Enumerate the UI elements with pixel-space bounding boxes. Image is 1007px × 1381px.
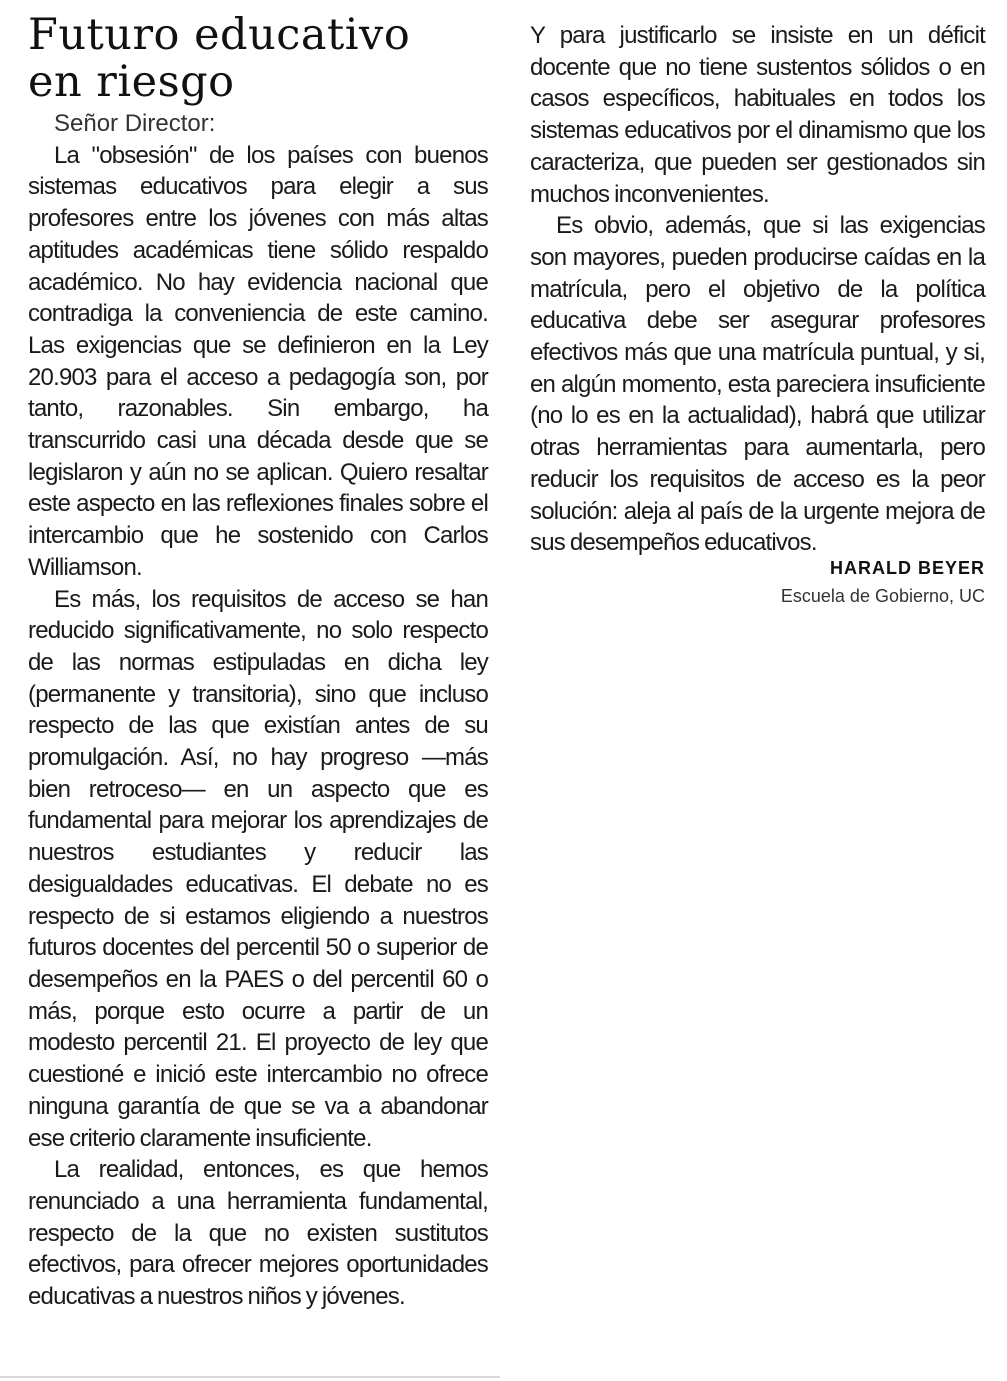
left-column [28,0,488,1313]
salutation: Señor Director: [54,110,216,137]
title-line-1: Futuro educativo [28,10,411,60]
right-column [530,0,985,609]
paragraph-5: Es obvio, además, que si las exigencias son mayores, pueden producirse caídas en la matrícula, pero el objetivo de la política educativa debe ser asegurar profesores efectivos más que una matrícula puntual, y si, en algún momento, esta pareciera insuficiente (no lo es en la actualidad), habrá que utilizar otras herramientas para aumentarla, pero reducir los requisitos de acceso es la peor solución: aleja al país de la urgente mejora de sus desempeños educativos. [530,212,985,557]
paragraph-1: La "obsesión" de los países con buenos sistemas educativos para elegir a sus profesores entre los jóvenes con más altas aptitudes académicas tiene sólido respaldo académico. No hay evidencia nacional que contradiga la conveniencia de este camino. Las exigencias que se definieron en la Ley 20.903 para el acceso a pedagogía son, por tanto, razonables. Sin embargo, ha transcurrido casi una década desde que se legislaron y aún no se aplican. Quiero resaltar este aspecto en las reflexiones finales sobre el intercambio que he sostenido con Carlos Williamson. [28,141,488,581]
article-title [28,12,488,106]
paragraph-3: La realidad, entonces, es que hemos renunciado a una herramienta fundamental, respecto de la que no existen sustitutos efectivos, para ofrecer mejores oportunidades educativas a nuestros niños y jóvenes. [28,1156,488,1311]
paragraph-4: Y para justificarlo se insiste en un déficit docente que no tiene sustentos sólidos o en casos específicos, habituales en todos los sistemas educativos por el dinamismo que los caracteriza, que pueden ser gestionados sin muchos inconvenientes. [530,22,985,208]
author-signature: HARALD BEYER [829,557,985,578]
author-affiliation: Escuela de Gobierno, UC [780,585,985,606]
paragraph-2: Es más, los requisitos de acceso se han reducido significativamente, no solo respecto de las normas estipuladas en dicha ley (permanente y transitoria), sino que incluso respecto de las que existían antes de su promulgación. Así, no hay progreso —más bien retroceso— en un aspecto que es fundamental para mejorar los aprendizajes de nuestros estudiantes y reducir las desigualdades educativas. El debate no es respecto de si estamos eligiendo a nuestros futuros docentes del percentil 50 o superior de desempeños en la PAES o del percentil 60 o más, porque esto ocurre a partir de un modesto percentil 21. El proyecto de ley que cuestioné e inició este intercambio no ofrece ninguna garantía de que se va a abandonar ese criterio claramente insuficiente. [28,585,488,1152]
title-line-2: en riesgo [28,57,235,107]
bottom-rule [0,1376,500,1378]
